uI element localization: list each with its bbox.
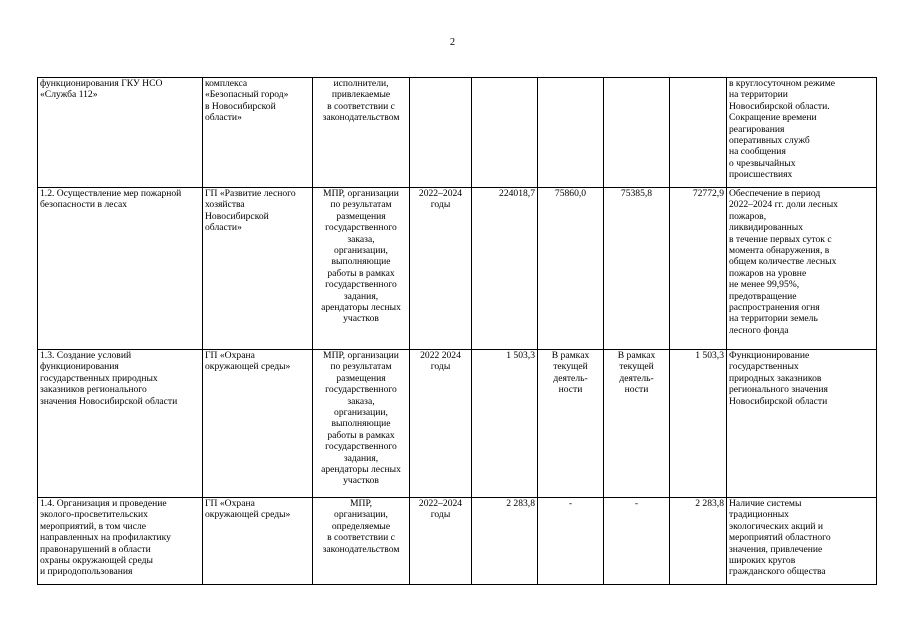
year-2024-cell	[670, 78, 727, 188]
year-2024-cell: 1 503,3	[670, 350, 727, 498]
table-row	[38, 78, 877, 188]
table-row	[38, 188, 877, 350]
year-2024-cell: 72772,9	[670, 188, 727, 350]
program-cell: комплекса «Безопасный город» в Новосибирской области»	[203, 78, 313, 188]
year-2022-cell	[538, 78, 604, 188]
period-cell: 2022–2024 годы	[410, 188, 472, 350]
total-cell: 224018,7	[472, 188, 538, 350]
total-cell	[472, 78, 538, 188]
table-row	[38, 350, 877, 498]
measure-cell: 1.4. Организация и проведение эколого-просветительских мероприятий, в том числе направленных на профилактику правонарушений в области охраны окружающей среды и природопользования	[38, 498, 203, 585]
table-row	[38, 498, 877, 585]
period-cell: 2022–2024 годы	[410, 498, 472, 585]
year-2023-cell	[604, 78, 670, 188]
year-2023-cell: 75385,8	[604, 188, 670, 350]
measure-cell: 1.2. Осуществление мер пожарной безопасности в лесах	[38, 188, 203, 350]
measure-cell: 1.3. Создание условий функционирования государственных природных заказников регионального значения Новосибирской области	[38, 350, 203, 498]
result-cell: Обеспечение в период 2022–2024 гг. доли лесных пожаров, ликвидированных в течение первых суток с момента обнаружения, в общем количестве лесных пожаров на уровне не менее 99,95%, предотвращение распространения огня на территории земель лесного фонда	[727, 188, 877, 350]
measures-table	[37, 77, 877, 585]
total-cell: 1 503,3	[472, 350, 538, 498]
executors-cell: исполнители, привлекаемые в соответствии с законодательством	[313, 78, 410, 188]
result-cell: в круглосуточном режиме на территории Новосибирской области. Сокращение времени реагирования оперативных служб на сообщения о чрезвычайных происшествиях	[727, 78, 877, 188]
result-cell: Функционирование государственных природных заказников регионального значения Новосибирской области	[727, 350, 877, 498]
program-cell: ГП «Охрана окружающей среды»	[203, 498, 313, 585]
measure-cell: функционирования ГКУ НСО «Служба 112»	[38, 78, 203, 188]
result-cell: Наличие системы традиционных экологических акций и мероприятий областного значения, привлечение широких кругов гражданского общества	[727, 498, 877, 585]
executors-cell: МПР, организации, определяемые в соответствии с законодательством	[313, 498, 410, 585]
period-cell: 2022 2024 годы	[410, 350, 472, 498]
year-2022-cell: -	[538, 498, 604, 585]
total-cell: 2 283,8	[472, 498, 538, 585]
program-cell: ГП «Охрана окружающей среды»	[203, 350, 313, 498]
executors-cell: МПР, организации по результатам размещения государственного заказа, организации, выполняющие работы в рамках государственного задания, арендаторы лесных участков	[313, 350, 410, 498]
year-2023-cell: -	[604, 498, 670, 585]
period-cell	[410, 78, 472, 188]
year-2023-cell: В рамках текущей деятель- ности	[604, 350, 670, 498]
year-2024-cell: 2 283,8	[670, 498, 727, 585]
year-2022-cell: В рамках текущей деятель- ности	[538, 350, 604, 498]
year-2022-cell: 75860,0	[538, 188, 604, 350]
executors-cell: МПР, организации по результатам размещения государственного заказа, организации, выполняющие работы в рамках государственного задания, арендаторы лесных участков	[313, 188, 410, 350]
page-number: 2	[449, 37, 456, 48]
program-cell: ГП «Развитие лесного хозяйства Новосибирской области»	[203, 188, 313, 350]
